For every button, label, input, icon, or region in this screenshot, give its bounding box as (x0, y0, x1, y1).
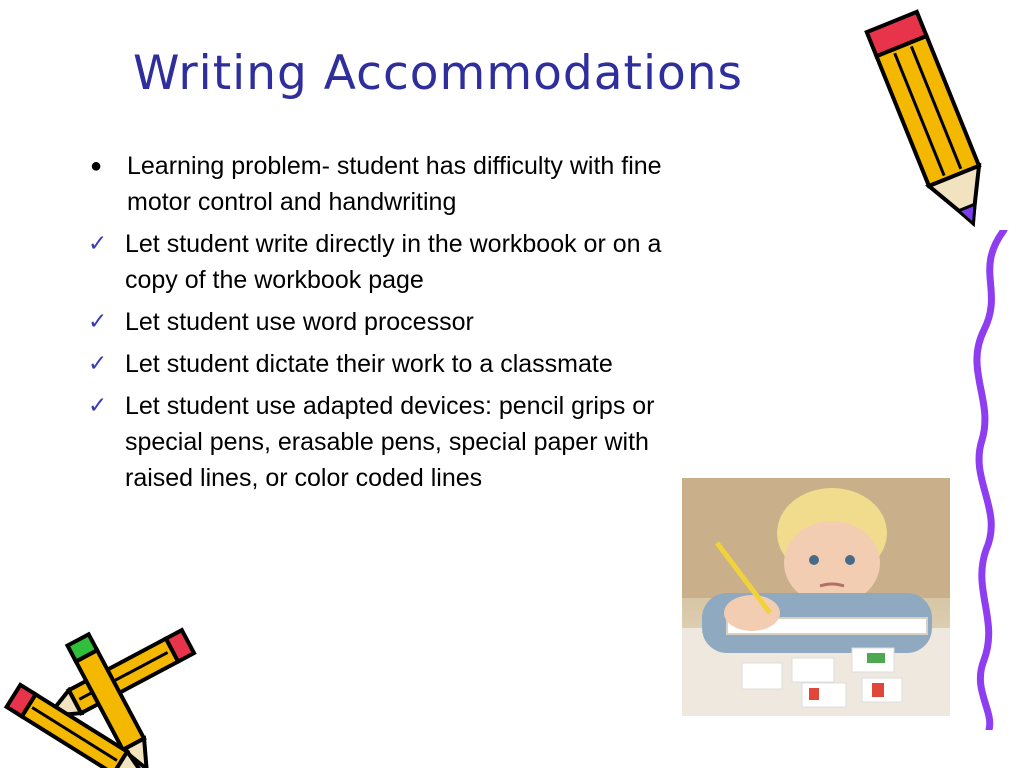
bullet-item (88, 226, 698, 298)
bullet-text: Let student use word processor (125, 308, 474, 336)
bullet-text: Let student write directly in the workbook or on a copy of the workbook page (125, 230, 662, 294)
bullet-text: Learning problem- student has difficulty with fine motor control and handwriting (127, 152, 662, 216)
checkmark-icon: ✓ (88, 231, 108, 257)
checkmark-icon: ✓ (88, 351, 108, 377)
bullet-list (88, 148, 698, 502)
bullet-item (88, 388, 698, 496)
bullet-item (88, 346, 698, 382)
pencil-icon (858, 4, 1008, 244)
boy-writing-photo (682, 478, 950, 716)
bullet-dot-icon: ● (90, 155, 103, 177)
slide-title: Writing Accommodations (133, 46, 744, 101)
photo-illustration (682, 478, 950, 716)
wavy-border-decoration (964, 230, 1024, 730)
bullet-text: Let student use adapted devices: pencil grips or special pens, erasable pens, special paper with raised lines, or color coded lines (125, 392, 655, 492)
crossed-pencils-icon (0, 620, 205, 768)
checkmark-icon: ✓ (88, 393, 108, 419)
bullet-item (88, 304, 698, 340)
bullet-item (88, 148, 698, 220)
checkmark-icon: ✓ (88, 309, 108, 335)
bullet-text: Let student dictate their work to a classmate (125, 350, 613, 378)
